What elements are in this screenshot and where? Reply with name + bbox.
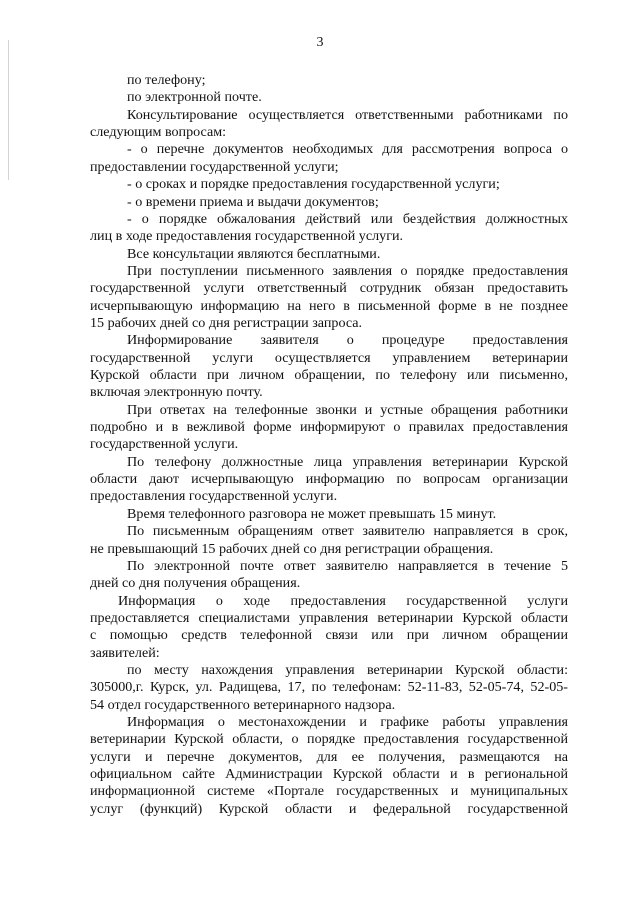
text-line: - о порядке обжалования действий или бездействия должностных: [127, 210, 568, 227]
text-line: государственной услуги осуществляется управлением ветеринарии: [90, 349, 568, 366]
text-line: - о сроках и порядке предоставления государственной услуги;: [127, 176, 500, 193]
text-line: Все консультации являются бесплатными.: [127, 245, 381, 262]
text-line: По телефону должностные лица управления ветеринарии Курской: [127, 453, 568, 470]
text-line: По электронной почте ответ заявителю направляется в течение 5: [127, 557, 568, 574]
text-line: дней со дня получения обращения.: [90, 575, 301, 592]
text-line: по электронной почте.: [127, 89, 262, 106]
text-line: заявителей:: [90, 644, 160, 661]
text-line: области дают исчерпывающую информацию по вопросам организации: [90, 471, 568, 488]
text-line: - о перечне документов необходимых для рассмотрения вопроса о: [127, 141, 568, 158]
text-line: государственной услуги.: [90, 436, 239, 453]
text-line: предоставления государственной услуги.: [90, 488, 338, 505]
text-line: При ответах на телефонные звонки и устные обращения работники: [127, 401, 568, 418]
text-line: 305000,г. Курск, ул. Радищева, 17, по телефонам: 52-11-83, 52-05-74, 52-05-: [90, 679, 568, 696]
text-line: Информирование заявителя о процедуре предоставления: [127, 332, 568, 349]
text-line: ветеринарии Курской области, о порядке предоставления государственной: [90, 731, 568, 748]
scan-edge-line: [8, 40, 9, 180]
text-line: не превышающий 15 рабочих дней со дня регистрации обращения.: [90, 540, 494, 557]
text-line: государственной услуги ответственный сотрудник обязан предоставить: [90, 280, 568, 297]
text-line: подробно и в вежливой форме информируют о правилах предоставления: [90, 419, 568, 435]
text-line: Консультирование осуществляется ответственными работниками по: [127, 106, 568, 123]
text-line: исчерпывающую информацию на него в письменной форме в не позднее: [90, 297, 568, 314]
text-line: Информация о местонахождении и графике работы управления: [127, 714, 568, 730]
text-line: Информация о ходе предоставления государственной услуги: [118, 592, 568, 609]
text-line: следующим вопросам:: [90, 124, 227, 141]
text-line: предоставляется специалистами управления ветеринарии Курской области: [90, 609, 568, 626]
text-line: услуги и перечне документов, для ее получения, размещаются на: [90, 748, 568, 765]
text-line: Время телефонного разговора не может превышать 15 минут.: [127, 505, 497, 522]
text-line: По письменным обращениям ответ заявителю направляется в срок,: [127, 523, 568, 540]
text-line: услуг (функций) Курской области и федеральной государственной: [90, 800, 568, 817]
text-line: - о времени приема и выдачи документов;: [127, 193, 379, 210]
text-line: 15 рабочих дней со дня регистрации запроса.: [90, 314, 363, 331]
text-line: При поступлении письменного заявления о порядке предоставления: [127, 262, 568, 279]
text-line: с помощью средств телефонной связи или при личном обращении: [90, 627, 568, 644]
text-line: предоставлении государственной услуги;: [90, 158, 339, 175]
text-line: Курской области при личном обращении, по телефону или письменно,: [90, 367, 568, 383]
text-line: включая электронную почту.: [90, 384, 263, 401]
text-line: лиц в ходе предоставления государственной услуги.: [90, 228, 404, 245]
text-line: по месту нахождения управления ветеринарии Курской области:: [127, 661, 568, 678]
text-line: по телефону;: [127, 72, 206, 88]
text-line: официальном сайте Администрации Курской области и в региональной: [90, 766, 568, 782]
page-number: 3: [316, 35, 324, 50]
text-line: 54 отдел государственного ветеринарного надзора.: [90, 696, 396, 713]
text-line: информационной системе «Портале государственных и муниципальных: [90, 783, 568, 800]
